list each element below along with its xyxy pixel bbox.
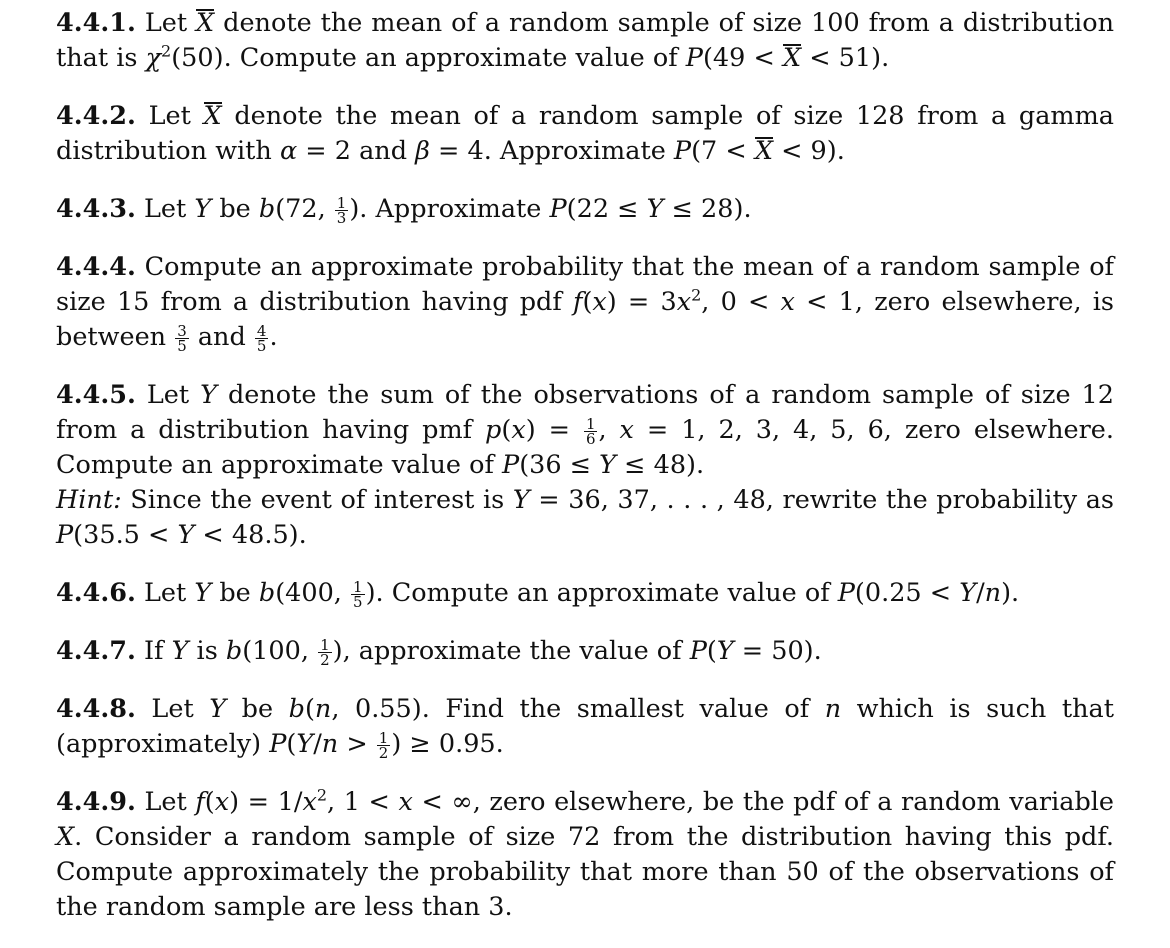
problem-number: 4.4.2.	[56, 101, 136, 131]
hint-label: Hint:	[56, 485, 122, 515]
fraction: $\frac{4}{5}$	[256, 321, 267, 355]
fraction: $\frac{3}{5}$	[177, 321, 187, 355]
problem-number: 4.4.6.	[56, 578, 136, 608]
problem-4-4-9: 4.4.9. Let $f(x) = 1/x^2$, 1 < x < ∞, zero elsewhere, be the pdf of a random variable X. Consider a random sample of size 72 from the distribution having this pdf. Compute approximately the probability that more than 50 of the observations of the random sample are less than 3.	[56, 785, 1115, 922]
problem-number: 4.4.1.	[56, 8, 136, 38]
problem-4-4-5: 4.4.5. Let Y denote the sum of the observations of a random sample of size 12 from a distribution having pmf p(x) = $\frac{1}{6}$ , x = 1, 2, 3, 4, 5, 6, zero elsewhere. Compute an approximate value of P(36 ≤ Y ≤ 48). Hint: Since the event of interest is Y = 36, 37, . . . , 48, rewrite the probability as P(35.5 < Y < 48.5).	[56, 380, 1115, 550]
problem-number: 4.4.7.	[56, 636, 136, 666]
problem-4-4-3: 4.4.3. Let Y be b(72, $\frac{1}{3}$ ). Approximate P(22 ≤ Y ≤ 28).	[56, 193, 752, 227]
problem-4-4-8: 4.4.8. Let Y be b(n, 0.55). Find the smallest value of n which is such that (approximately) P(Y/n > $\frac{1}{2}$ ) ≥ 0.95.	[56, 694, 1114, 762]
problem-number: 4.4.4.	[56, 252, 136, 282]
problem-list	[56, 6, 1114, 948]
fraction: $\frac{1}{3}$	[336, 193, 347, 227]
problem-4-4-7: 4.4.7. If Y is b(100, $\frac{1}{2}$ ), approximate the value of P(Y = 50).	[56, 635, 822, 669]
fraction: $\frac{1}{2}$	[378, 728, 389, 762]
problem-number: 4.4.3.	[56, 194, 136, 224]
problem-4-4-2: 4.4.2. Let X denote the mean of a random sample of size 128 from a gamma distribution with α = 2 and β = 4. Approximate P(7 < X < 9).	[56, 101, 1114, 166]
fraction: $\frac{1}{2}$	[320, 635, 330, 669]
problem-number: 4.4.5.	[56, 380, 136, 410]
fraction: $\frac{1}{5}$	[353, 577, 363, 611]
problem-4-4-4: 4.4.4. Compute an approximate probability that the mean of a random sample of size 15 from a distribution having pdf $f(x) = 3x^2$, 0 < x < 1, zero elsewhere, is between $\frac{3}{5}$ and $\frac{4}{5}$ .	[56, 252, 1115, 355]
problem-number: 4.4.8.	[56, 694, 136, 724]
problem-4-4-6: 4.4.6. Let Y be b(400, $\frac{1}{5}$ ). Compute an approximate value of P(0.25 < Y/n).	[56, 577, 1020, 611]
problem-number: 4.4.9.	[56, 787, 136, 817]
problem-4-4-1: 4.4.1. Let X denote the mean of a random sample of size 100 from a distribution that is $\chi^2(50)$. Compute an approximate value of P(49 < X < 51).	[56, 8, 1114, 73]
fraction: $\frac{1}{6}$	[585, 414, 596, 448]
